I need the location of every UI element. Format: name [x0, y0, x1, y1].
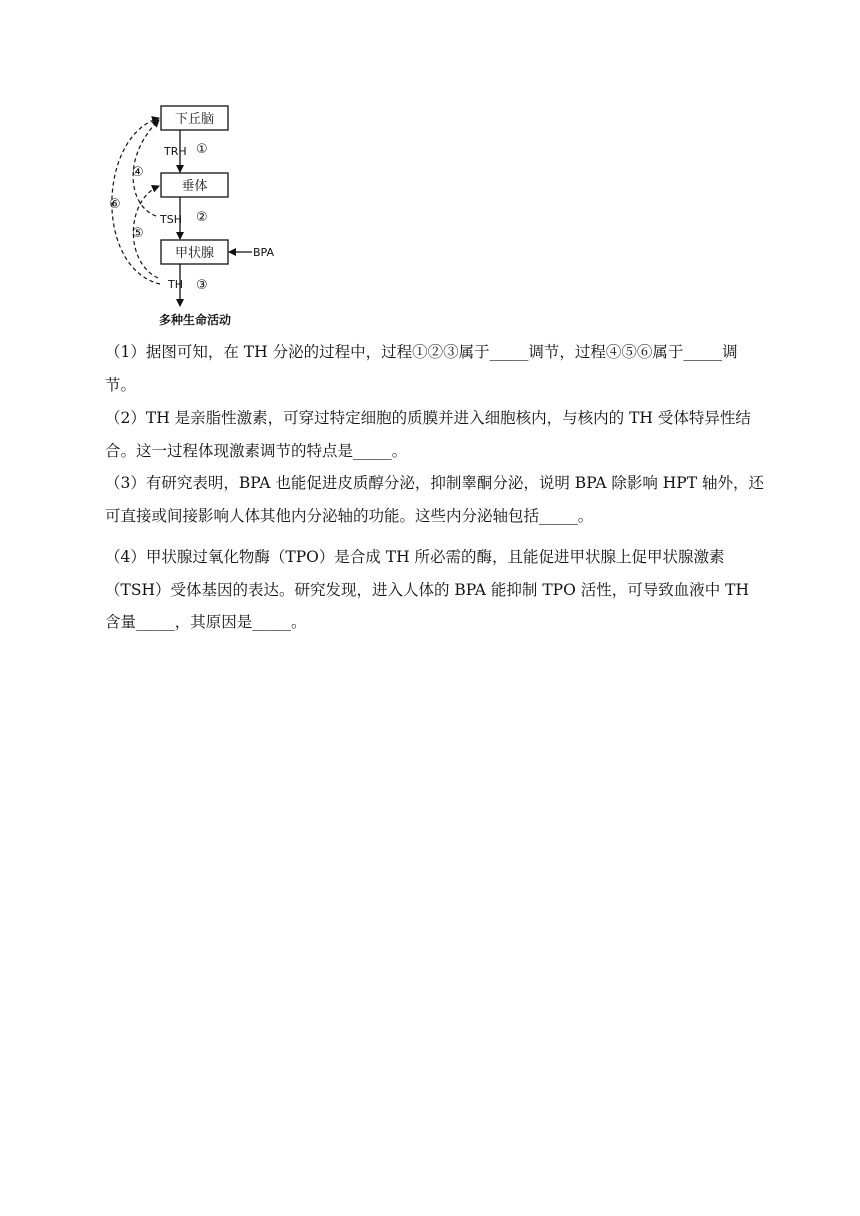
th-label: TH [168, 278, 183, 291]
question-3: （3）有研究表明，BPA 也能促进皮质醇分泌，抑制睾酮分泌，说明 BPA 除影响 HPT 轴外，还可直接或间接影响人体其他内分泌轴的功能。这些内分泌轴包括_____。 [105, 474, 764, 525]
thyroid-label: 甲状腺 [174, 246, 215, 261]
marker-6: ⑥ [109, 197, 121, 212]
marker-2: ② [196, 210, 208, 225]
output-label: 多种生命活动 [159, 313, 232, 327]
bpa-label: BPA [253, 246, 275, 259]
hypothalamus-label: 下丘脑 [174, 112, 215, 127]
marker-4: ④ [132, 165, 144, 180]
tsh-label: TSH [160, 213, 182, 226]
question-2: （2）TH 是亲脂性激素，可穿过特定细胞的质膜并进入细胞核内，与核内的 TH 受体特异性结合。这一过程体现激素调节的特点是_____。 [105, 409, 751, 460]
question-4: （4）甲状腺过氧化物酶（TPO）是合成 TH 所必需的酶，且能促进甲状腺上促甲状腺激素（TSH）受体基因的表达。研究发现，进入人体的 BPA 能抑制 TPO 活性，可导致血液中 TH 含量_____，其原因是_____。 [105, 548, 750, 631]
question-1: （1）据图可知，在 TH 分泌的过程中，过程①②③属于_____调节，过程④⑤⑥属于_____调节。 [105, 343, 738, 394]
marker-1: ① [196, 142, 208, 157]
marker-3: ③ [196, 278, 208, 293]
pituitary-label: 垂体 [181, 179, 208, 194]
hpt-axis-diagram [100, 96, 300, 336]
marker-5: ⑤ [132, 226, 144, 241]
trh-label: TRH [164, 145, 187, 158]
